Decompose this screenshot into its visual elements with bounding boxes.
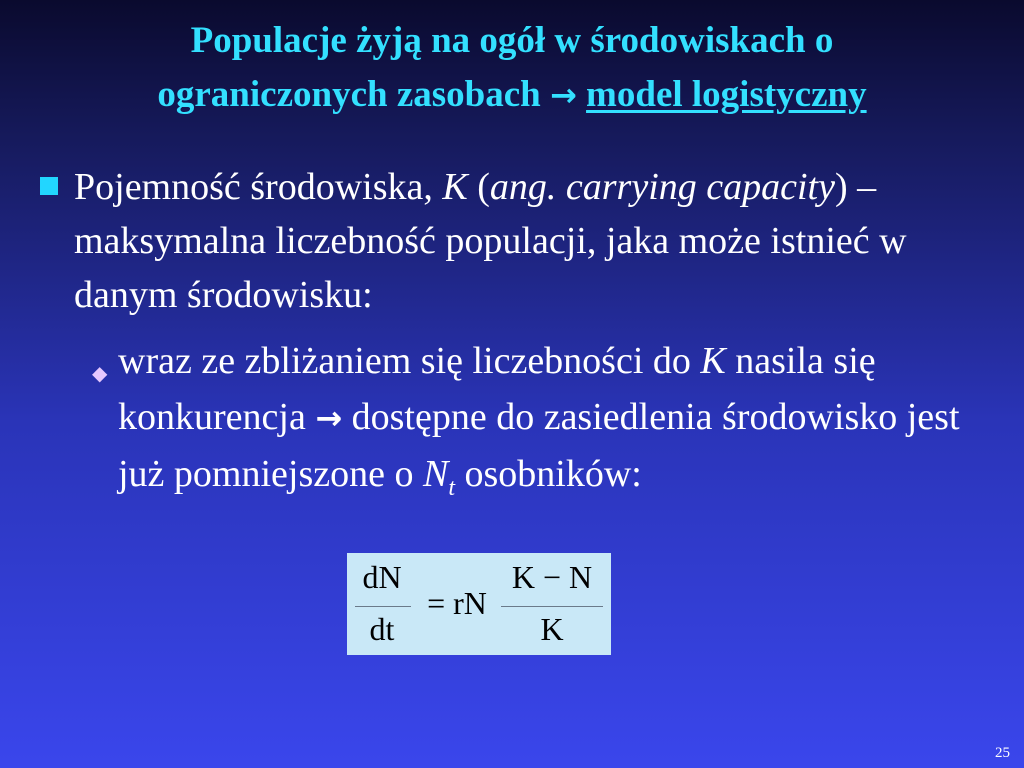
model-link[interactable]: model logistyczny (586, 74, 867, 115)
title-line-2 (20, 68, 1004, 122)
page-number: 25 (995, 745, 1010, 761)
fraction-line (355, 606, 411, 607)
right-arrow-icon: → (315, 399, 343, 437)
fraction-line (501, 606, 603, 607)
slide-title (20, 14, 1004, 122)
square-bullet-icon (40, 177, 58, 195)
sub-bullet-competition (92, 333, 992, 516)
formula-K-minus-N: K − N (511, 559, 593, 595)
formula-K: K (540, 611, 564, 647)
bullet-2-text: wraz ze zbliżaniem się liczebności do K nasila się konkurencja → dostępne do zasiedlenia środowisko jest już pomniejszone o $N_t$ osobników: (118, 340, 960, 501)
formula-dN: dN (362, 559, 402, 595)
diamond-bullet-icon: ◆ (92, 361, 108, 385)
bullet-carrying-capacity (40, 160, 940, 322)
title-line-1: Populacje żyją na ogół w środowiskach o (190, 20, 834, 61)
title-line-2-text: ograniczonych zasobach (157, 74, 541, 115)
right-arrow-icon: → (549, 76, 577, 114)
bullet-1-text: Pojemność środowiska, K (ang. carrying capacity) – maksymalna liczebność populacji, jaka może istnieć w danym środowisku: (74, 166, 907, 316)
logistic-formula (347, 553, 611, 655)
formula-dt: dt (369, 611, 395, 647)
formula-rN: = rN (427, 585, 487, 621)
